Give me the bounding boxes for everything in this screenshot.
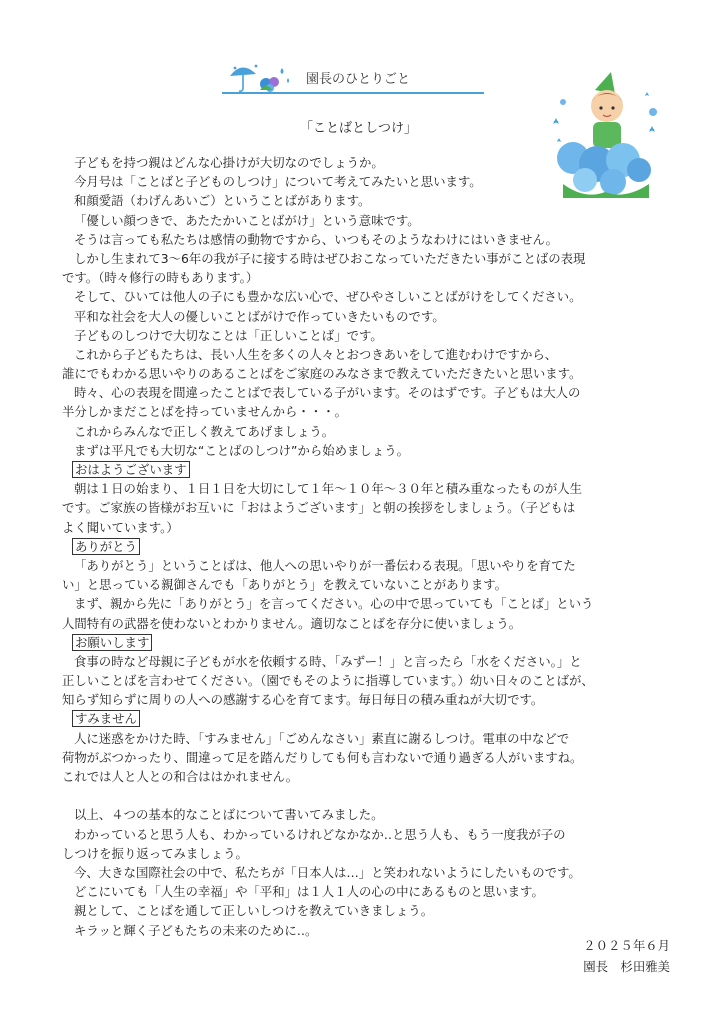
text-line: わかっていると思う人も、わかっているけれどなかなか‥と思う人も、もう一度我が子の: [74, 826, 566, 842]
text-line: そうは言っても私たちは感情の動物ですから、いつもそのようなわけにはいきません。: [74, 231, 558, 247]
signature-date: ２０２５年６月: [583, 938, 670, 953]
text-line: 半分しかまだことばを持っていませんから・・・。: [62, 404, 347, 420]
text-line: よく聞いています。）: [62, 519, 179, 535]
text-line: これから子どもたちは、長い人生を多くの人々とおつきあいをして進むわけですから、: [74, 346, 558, 362]
text-line: 子どもを持つ親はどんな心掛けが大切なのでしょうか。: [74, 155, 384, 170]
header: [222, 58, 484, 98]
text-line: 知らず知らずに周りの人への感謝する心を育てます。毎日毎日の積み重ねが大切です。: [62, 692, 544, 708]
paragraph-spacer: [62, 786, 660, 805]
text-line: これからみんなで正しく教えてあげましょう。: [74, 423, 335, 439]
text-line: 今月号は「ことばと子どものしつけ」について考えてみたいと思います。: [74, 174, 482, 190]
text-line: 「優しい顔つきで、あたたかいことばがけ」という意味です。: [74, 212, 420, 228]
text-line: 子どものしつけで大切なことは「正しいことば」です。: [74, 327, 383, 343]
text-line: 荷物がぶつかったり、間違って足を踏んだりしても何も言わないで通り過ぎる人がいますね。: [62, 749, 583, 765]
text-line: これでは人と人との和合ははかれません。: [62, 769, 299, 784]
header-underline: [222, 92, 484, 94]
umbrella-hydrangea-icon: [226, 60, 292, 94]
text-line: まずは平凡でも大切な“ことばのしつけ”から始めましょう。: [74, 442, 409, 458]
text-line: 平和な社会を大人の優しいことばがけで作っていきたいものです。: [74, 308, 445, 324]
text-line: どこにいても「人生の幸福」や「平和」は１人１人の心の中にあるものと思います。: [74, 884, 544, 900]
text-line: 親として、ことばを通して正しいしつけを教えていきましょう。: [74, 903, 434, 919]
text-line: まず、親から先に「ありがとう」を言ってください。心の中で思っていても「ことば」という: [74, 596, 594, 612]
text-line: 誰にでもわかる思いやりのあることばをご家庭のみなさまで教えていただきたいと思います。: [62, 366, 582, 382]
signature-author: 園長 杉田雅美: [583, 959, 670, 974]
text-line: 以上、４つの基本的なことばについて書いてみました。: [74, 807, 384, 823]
text-line: 朝は１日の始まり、１日１日を大切にして１年～１０年～３０年と積み重なったものが人生: [74, 481, 583, 497]
text-line: しかし生まれて3～6年の我が子に接する時はぜひおこなっていただきたい事がことばの表現: [74, 250, 586, 266]
text-line: 和顔愛語（わげんあいご）ということばがあります。: [74, 193, 371, 209]
text-line: 正しいことばを言わせてください。（園でもそのように指導しています。）幼い日々のことばが、: [62, 673, 594, 689]
text-line: 人に迷惑をかけた時、「すみません」「ごめんなさい」素直に謝るしつけ。電車の中などで: [74, 730, 570, 746]
text-line: 食事の時など母親に子どもが水を依頼する時、「みずー！」と言ったら「水をください。」と: [74, 653, 582, 669]
text-line: キラッと輝く子どもたちの未来のために‥。: [74, 922, 318, 938]
document-title: 「ことばとしつけ」: [300, 121, 418, 136]
text-line: 「ありがとう」ということばは、他人への思いやりが一番伝わる表現。「思いやりを育てた: [74, 557, 576, 573]
text-line: しつけを振り返ってみましょう。: [62, 845, 248, 861]
section-heading-ohayou: おはようございます: [72, 461, 190, 478]
text-line: 時々、心の表現を間違ったことばで表している子がいます。そのはずです。子どもは大人の: [74, 385, 581, 401]
text-line: い」と思っている親御さんでも「ありがとう」を教えていないことがあります。: [62, 577, 508, 593]
header-title: 園長のひとりごと: [306, 72, 411, 87]
signature: [583, 935, 670, 977]
section-heading-sumimasen: すみません: [72, 710, 140, 727]
text-line: 人間特有の武器を使わないとわかりません。適切なことばを存分に使いましょう。: [62, 615, 522, 631]
text-line: です。（時々修行の時もあります。）: [62, 270, 259, 286]
text-line: 今、大きな国際社会の中で、私たちが「日本人は…」と笑われないようにしたいものです。: [74, 864, 581, 880]
text-line: です。ご家族の皆様がお互いに「おはようございます」と朝の挨拶をしましょう。（子どもは: [62, 500, 576, 516]
section-heading-onegaishimasu: お願いします: [72, 634, 152, 651]
text-line: そして、ひいては他人の子にも豊かな広い心で、ぜひやさしいことばがけをしてください。: [74, 289, 582, 305]
body-text: [62, 153, 660, 940]
section-heading-arigatou: ありがとう: [72, 538, 140, 555]
